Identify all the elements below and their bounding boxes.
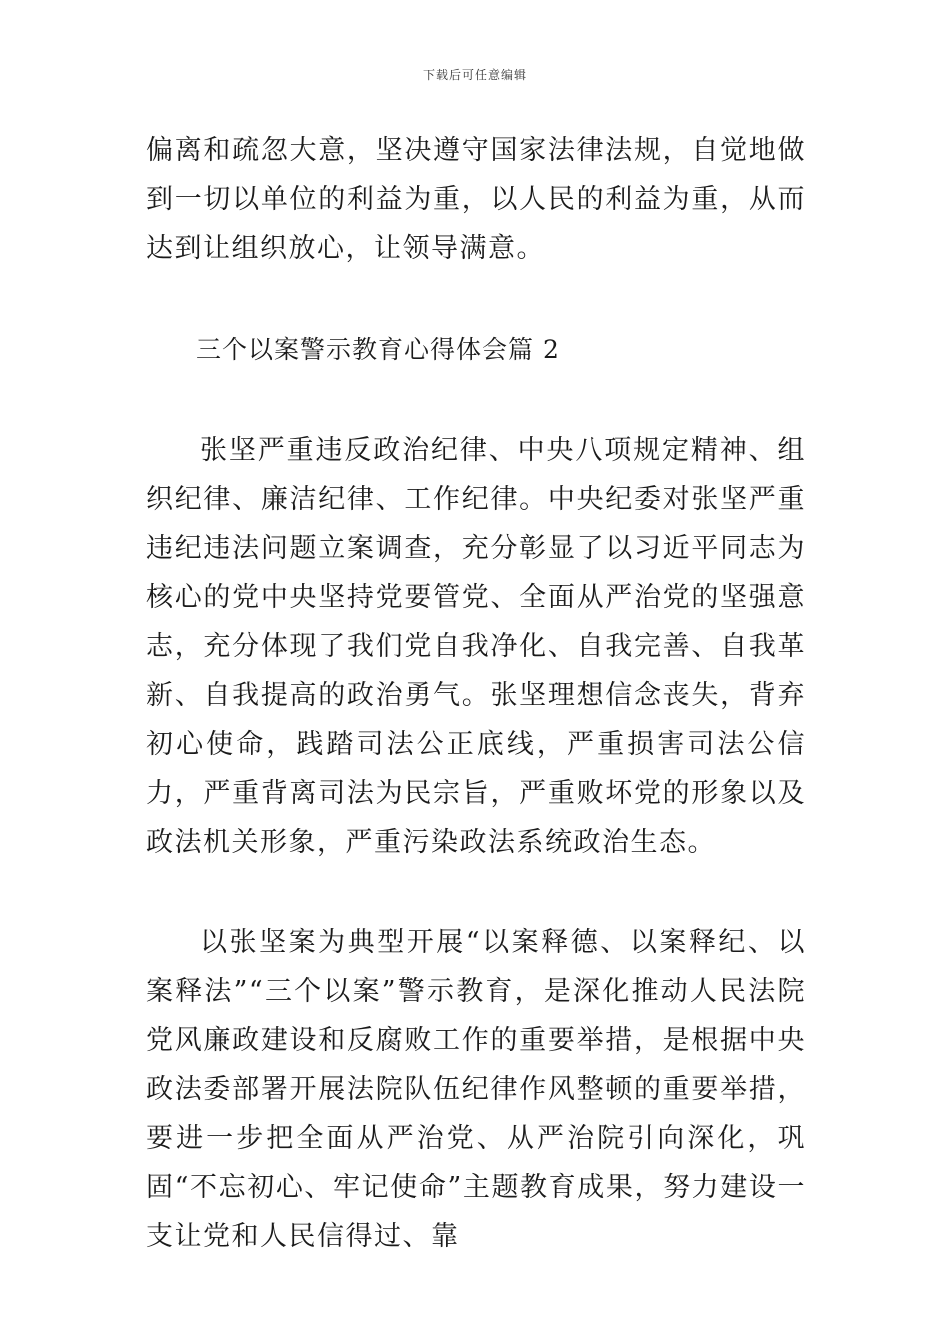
header-note: 下载后可任意编辑 — [422, 68, 527, 82]
paragraph-2: 张坚严重违反政治纪律、中央八项规定精神、组织纪律、廉洁纪律、工作纪律。中央纪委对张坚严重违纪违法问题立案调查，充分彰显了以习近平同志为核心的党中央坚持党要管党、全面从严治党的坚强意志，充分体现了我们党自我净化、自我完善、自我革新、自我提高的政治勇气。张坚理想信念丧失，背弃初心使命，践踏司法公正底线，严重损害司法公信力，严重背离司法为民宗旨，严重败坏党的形象以及政法机关形象，严重污染政法系统政治生态。 — [146, 435, 806, 858]
section-heading: 三个以案警示教育心得体会篇 2 — [196, 335, 560, 364]
paragraph-1: 偏离和疏忽大意，坚决遵守国家法律法规，自觉地做到一切以单位的利益为重，以人民的利益为重，从而达到让组织放心，让领导满意。 — [146, 135, 806, 264]
paragraph-3: 以张坚案为典型开展“以案释德、以案释纪、以案释法”“三个以案”警示教育，是深化推动人民法院党风廉政建设和反腐败工作的重要举措，是根据中央政法委部署开展法院队伍纪律作风整顿的重要举措，要进一步把全面从严治党、从严治院引向深化，巩固“不忘初心、牢记使命”主题教育成果，努力建设一支让党和人民信得过、靠 — [146, 927, 806, 1252]
